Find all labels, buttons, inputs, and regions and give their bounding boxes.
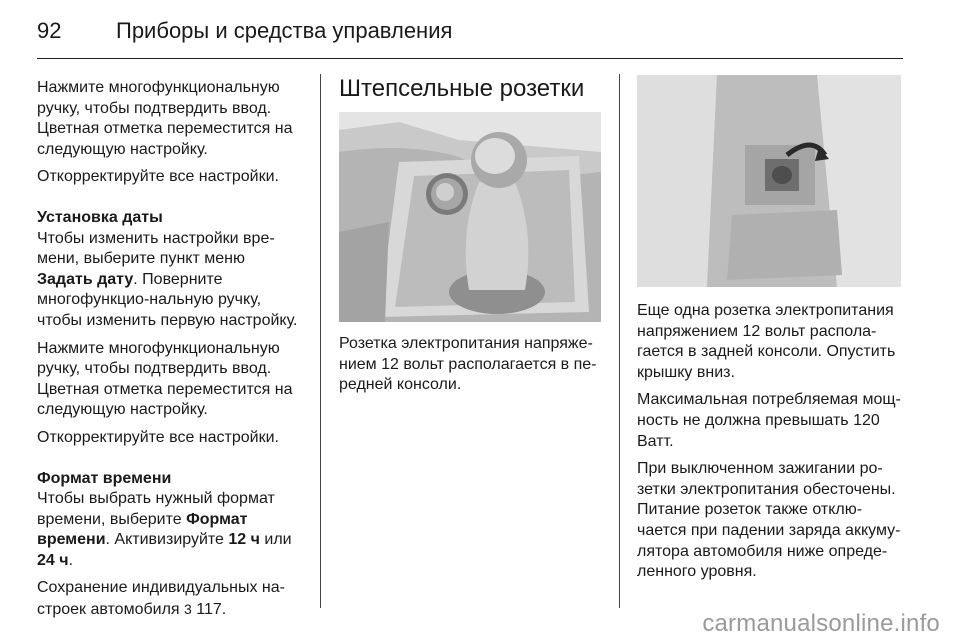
page-title: Приборы и средства управления bbox=[116, 18, 453, 43]
time-format-paragraph: Чтобы выбрать нужный формат времени, выберите Формат времени. Активизируйте 12 ч или 24 ч. bbox=[37, 490, 292, 569]
option-24h: 24 ч bbox=[37, 551, 69, 569]
right-column bbox=[637, 301, 905, 590]
date-paragraph-3: Откорректируйте все настройки. bbox=[37, 428, 279, 446]
date-heading: Установка даты bbox=[37, 208, 163, 226]
rear-socket-paragraph: Еще одна розетка электропитания напряжением 12 вольт распола-гается в задней консоли. Опустить крышку вниз. bbox=[637, 302, 896, 381]
column-divider-right bbox=[619, 74, 620, 608]
photo-caption: Розетка электропитания напряже-нием 12 вольт располагается в пе-редней консоли. bbox=[339, 335, 597, 394]
page-number: 92 bbox=[37, 18, 62, 43]
date-paragraph-1: Чтобы изменить настройки вре-мени, выберите пункт меню Задать дату. Поверните многофункцио-нальную ручку, чтобы изменить первую настройку. bbox=[37, 229, 298, 329]
save-settings-paragraph: Сохранение индивидуальных на-строек автомобиля 3 117. bbox=[37, 579, 285, 619]
menu-item-set-date: Задать дату bbox=[37, 270, 134, 288]
paragraph-confirm: Нажмите многофункциональную ручку, чтобы подтвердить ввод. Цветная отметка переместится на следующую настройку. bbox=[37, 79, 293, 158]
power-limit-paragraph: Максимальная потребляемая мощ-ность не должна превышать 120 Ватт. bbox=[637, 391, 901, 450]
page-header bbox=[37, 8, 903, 58]
page-reference-arrow-icon: 3 bbox=[184, 601, 192, 618]
date-paragraph-2: Нажмите многофункциональную ручку, чтобы подтвердить ввод. Цветная отметка переместится на следующую настройку. bbox=[37, 339, 293, 419]
ignition-off-paragraph: При выключенном зажигании ро-зетки электропитания обесточены. Питание розеток также отклю-чается при падении заряда аккуму-лятора автомобиля ниже опреде-ленного уровня. bbox=[637, 460, 901, 581]
left-column bbox=[37, 78, 305, 628]
watermark: carmanualsonline.info bbox=[702, 610, 940, 637]
rear-console-socket-photo bbox=[637, 75, 901, 287]
page-reference[interactable]: 117. bbox=[191, 601, 227, 619]
time-format-heading: Формат времени bbox=[37, 469, 172, 487]
menu-item-time-format: Формат времени bbox=[37, 510, 248, 549]
column-divider-left bbox=[320, 74, 321, 608]
header-divider bbox=[37, 58, 903, 59]
front-console-socket-photo bbox=[339, 112, 601, 322]
option-12h: 12 ч bbox=[228, 531, 260, 549]
paragraph-correct: Откорректируйте все настройки. bbox=[37, 168, 279, 186]
section-heading: Штепсельные розетки bbox=[339, 75, 585, 102]
